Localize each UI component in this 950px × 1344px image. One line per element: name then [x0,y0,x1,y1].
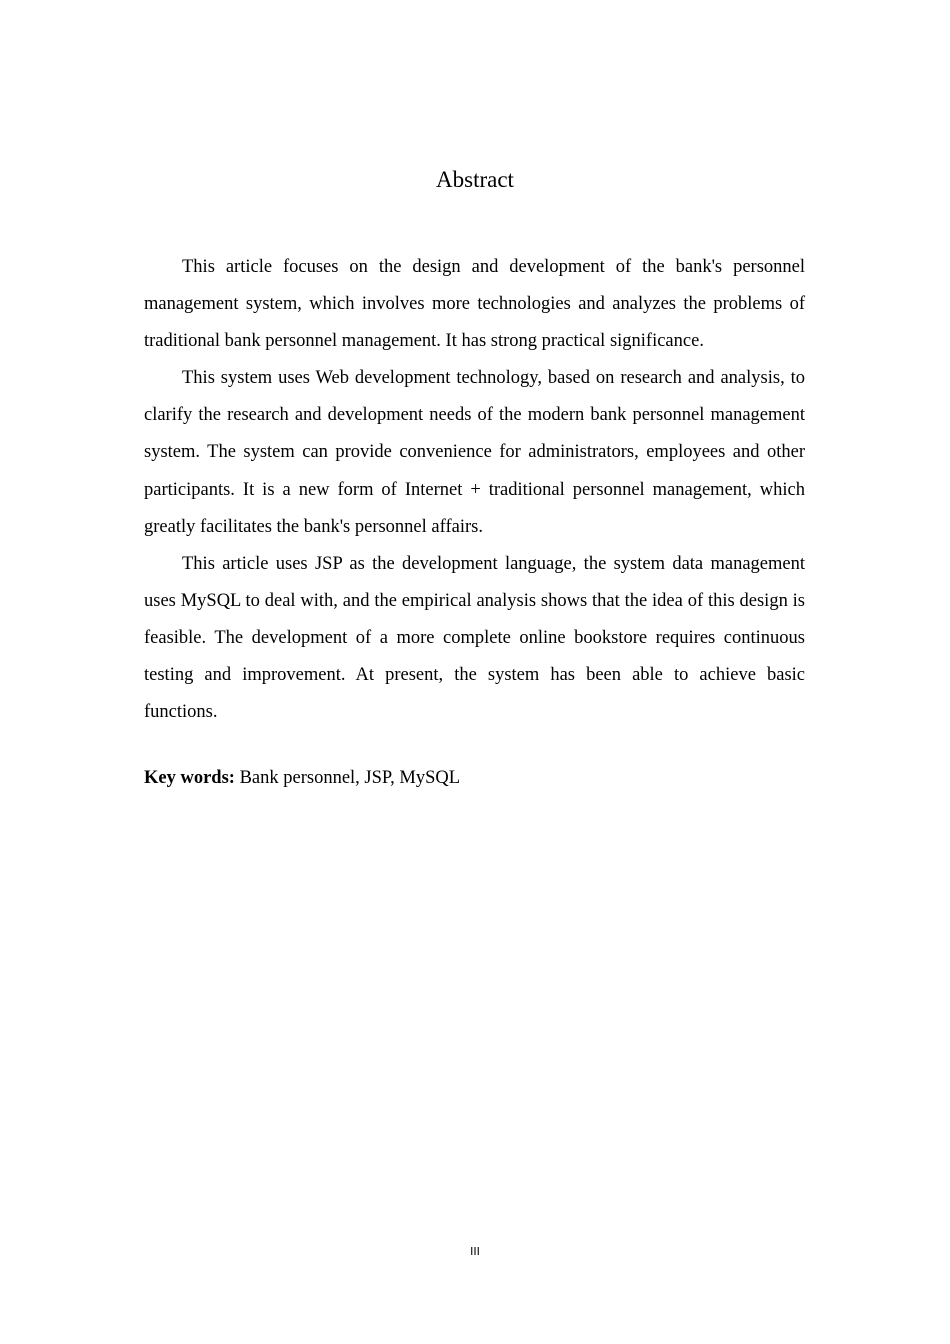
abstract-title: Abstract [436,167,514,192]
abstract-paragraph-3: This article uses JSP as the development language, the system data management uses MySQL to deal with, and the empirical analysis shows that the idea of this design is feasible. The development of a more complete online bookstore requires continuous testing and improvement. At present, the system has been able to achieve basic functions. [144,553,805,723]
keywords-label: Key words: [144,768,235,788]
page-number: III [470,1245,480,1258]
keywords-value: Bank personnel, JSP, MySQL [239,768,461,788]
abstract-body [144,249,805,731]
abstract-paragraph-1: This article focuses on the design and development of the bank's personnel management system, which involves more technologies and analyzes the problems of traditional bank personnel management. It has strong practical significance. [144,257,805,352]
abstract-paragraph-2: This system uses Web development technology, based on research and analysis, to clarify the research and development needs of the modern bank personnel management system. The system can provide convenience for administrators, employees and other participants. It is a new form of Internet + traditional personnel management, which greatly facilitates the bank's personnel affairs. [144,368,805,537]
keywords-line [144,763,805,793]
